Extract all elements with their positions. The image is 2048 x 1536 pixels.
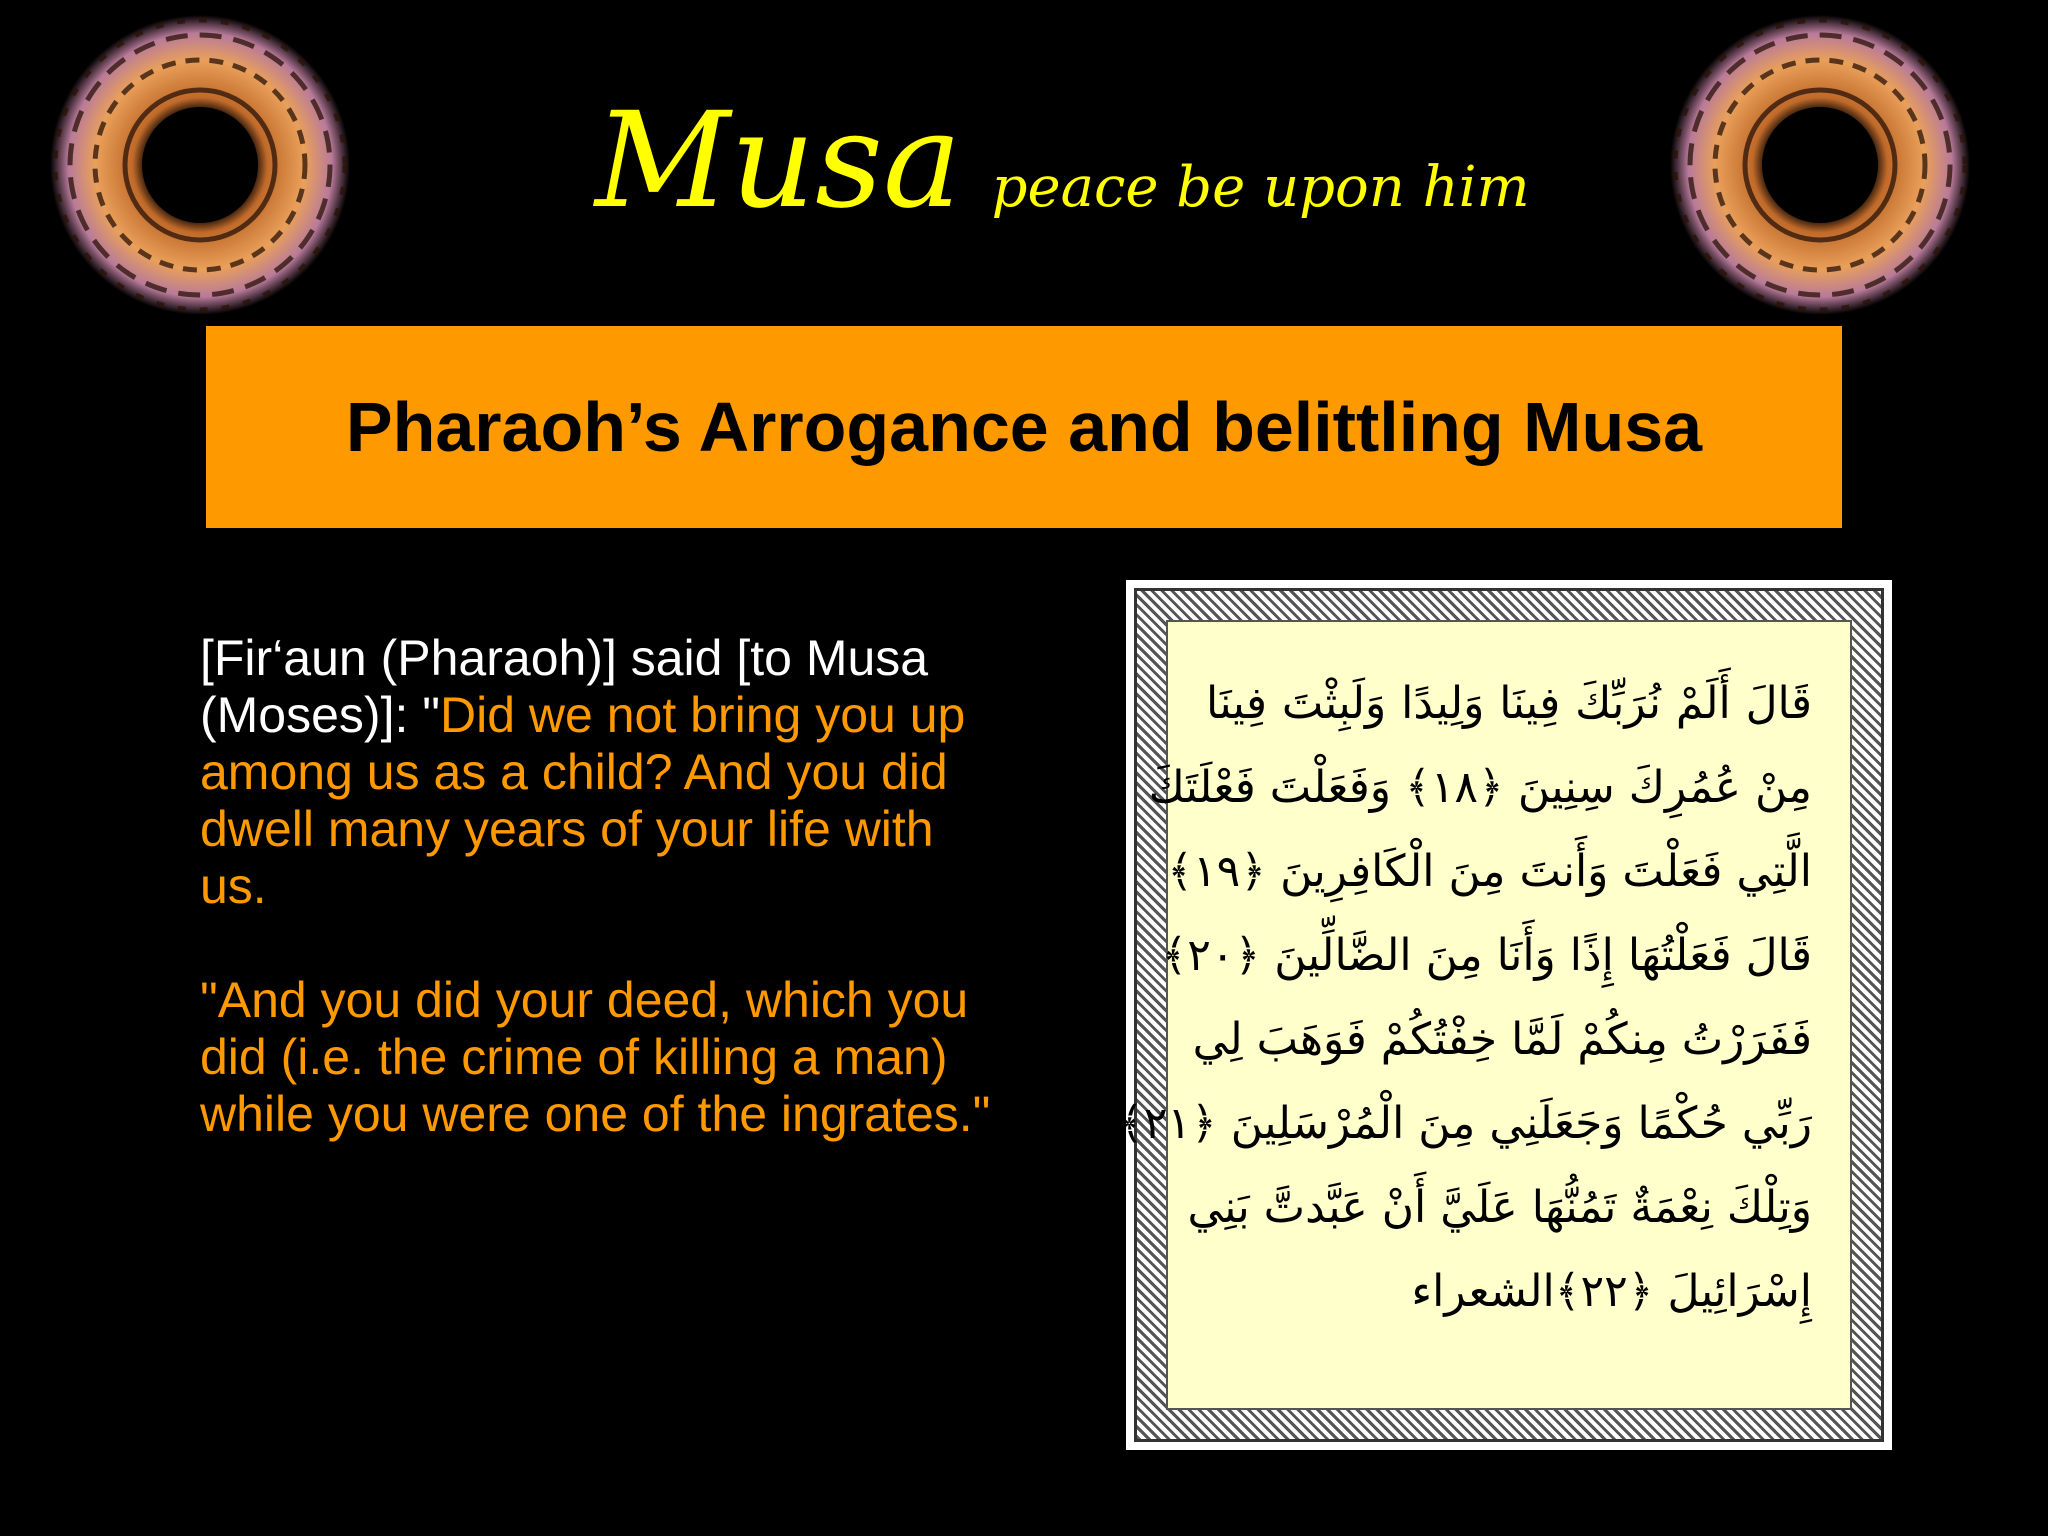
surah-name: الشعراء — [1411, 1266, 1555, 1317]
translation-intro: [Fir‘aun (Pharaoh)] said [to Musa (Moses)]: " — [200, 630, 929, 743]
heading-banner — [206, 326, 1842, 528]
verse-line: وَتِلْكَ نِعْمَةٌ تَمُنُّهَا عَلَيَّ أَنْ عَبَّدتَّ بَنِي — [1187, 1182, 1812, 1233]
verse-line: قَالَ أَلَمْ نُرَبِّكَ فِينَا وَلِيدًا وَلَبِثْتَ فِينَا — [1206, 678, 1812, 729]
calligraphy-medallion-left-icon — [45, 10, 355, 320]
title-subtitle: peace be upon him — [991, 155, 1530, 220]
banner-heading: Pharaoh’s Arrogance and belittling Musa — [345, 388, 1703, 466]
quran-text-panel — [1117, 620, 1852, 1410]
verse-line-last — [1206, 1250, 1812, 1334]
quran-page-image — [1117, 580, 1892, 1450]
translation-paragraph-1 — [200, 630, 1000, 915]
translation-paragraph-2: "And you did your deed, which you did (i.e. the crime of killing a man) while you were one of the ingrates." — [200, 972, 991, 1142]
verse-line: فَفَرَرْتُ مِنكُمْ لَمَّا خِفْتُكُمْ فَوَهَبَ لِي — [1192, 1014, 1812, 1065]
verse-line: قَالَ فَعَلْتُهَا إِذًا وَأَنَا مِنَ الضَّالِّينَ ﴿٢٠﴾ — [1161, 930, 1812, 981]
verse-line: مِنْ عُمُرِكَ سِنِينَ ﴿١٨﴾ وَفَعَلْتَ فَعْلَتَكَ — [1148, 762, 1812, 813]
verse-line: رَبِّي حُكْمًا وَجَعَلَنِي مِنَ الْمُرْسَلِينَ ﴿٢١﴾ — [1117, 1098, 1812, 1149]
title-main: Musa — [595, 84, 962, 238]
verse-line: الَّتِي فَعَلْتَ وَأَنتَ مِنَ الْكَافِرِينَ ﴿١٩﴾ — [1167, 846, 1812, 897]
calligraphy-medallion-right-icon — [1665, 10, 1975, 320]
slide-title — [595, 84, 1530, 238]
translation-text — [200, 630, 1000, 1143]
translation-quote-1: Did we not bring you up among us as a child? And you did dwell many years of your life with us. — [200, 687, 966, 914]
verse-last-text: إِسْرَائِيلَ ﴿٢٢﴾ — [1554, 1266, 1812, 1317]
